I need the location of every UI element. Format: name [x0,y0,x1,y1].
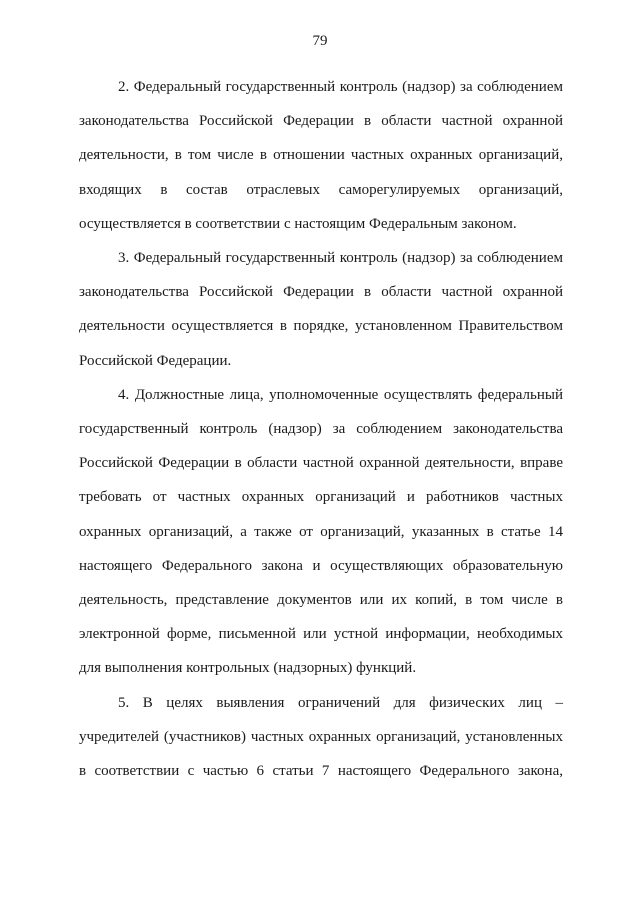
page-number: 79 [312,33,328,49]
paragraph-4: 4. Должностные лица, уполномоченные осуществлять федеральный государственный контроль (надзор) за соблюдением законодательства Российской Федерации в области частной охранной деятельности, вправе требовать от частных охранных организаций и работников частных охранных организаций, а также от организаций, указанных в статье 14 настоящего Федерального закона и осуществляющих образовательную деятельность, представление документов или их копий, в том числе в электронной форме, письменной или устной информации, необходимых для выполнения контрольных (надзорных) функций. [79,386,563,677]
paragraph-2: 2. Федеральный государственный контроль (надзор) за соблюдением законодательства Российской Федерации в области частной охранной деятельности, в том числе в отношении частных охранных организаций, входящих в состав отраслевых саморегулируемых организаций, осуществляется в соответствии с настоящим Федеральным законом. [79,79,563,232]
paragraph-5: 5. В целях выявления ограничений для физических лиц – учредителей (участников) частных охранных организаций, установленных в соответствии с частью 6 статьи 7 настоящего Федерального закона, [79,694,563,780]
paragraph-3: 3. Федеральный государственный контроль (надзор) за соблюдением законодательства Российской Федерации в области частной охранной деятельности осуществляется в порядке, установленном Правительством Российской Федерации. [79,250,563,369]
document-body [79,70,563,788]
